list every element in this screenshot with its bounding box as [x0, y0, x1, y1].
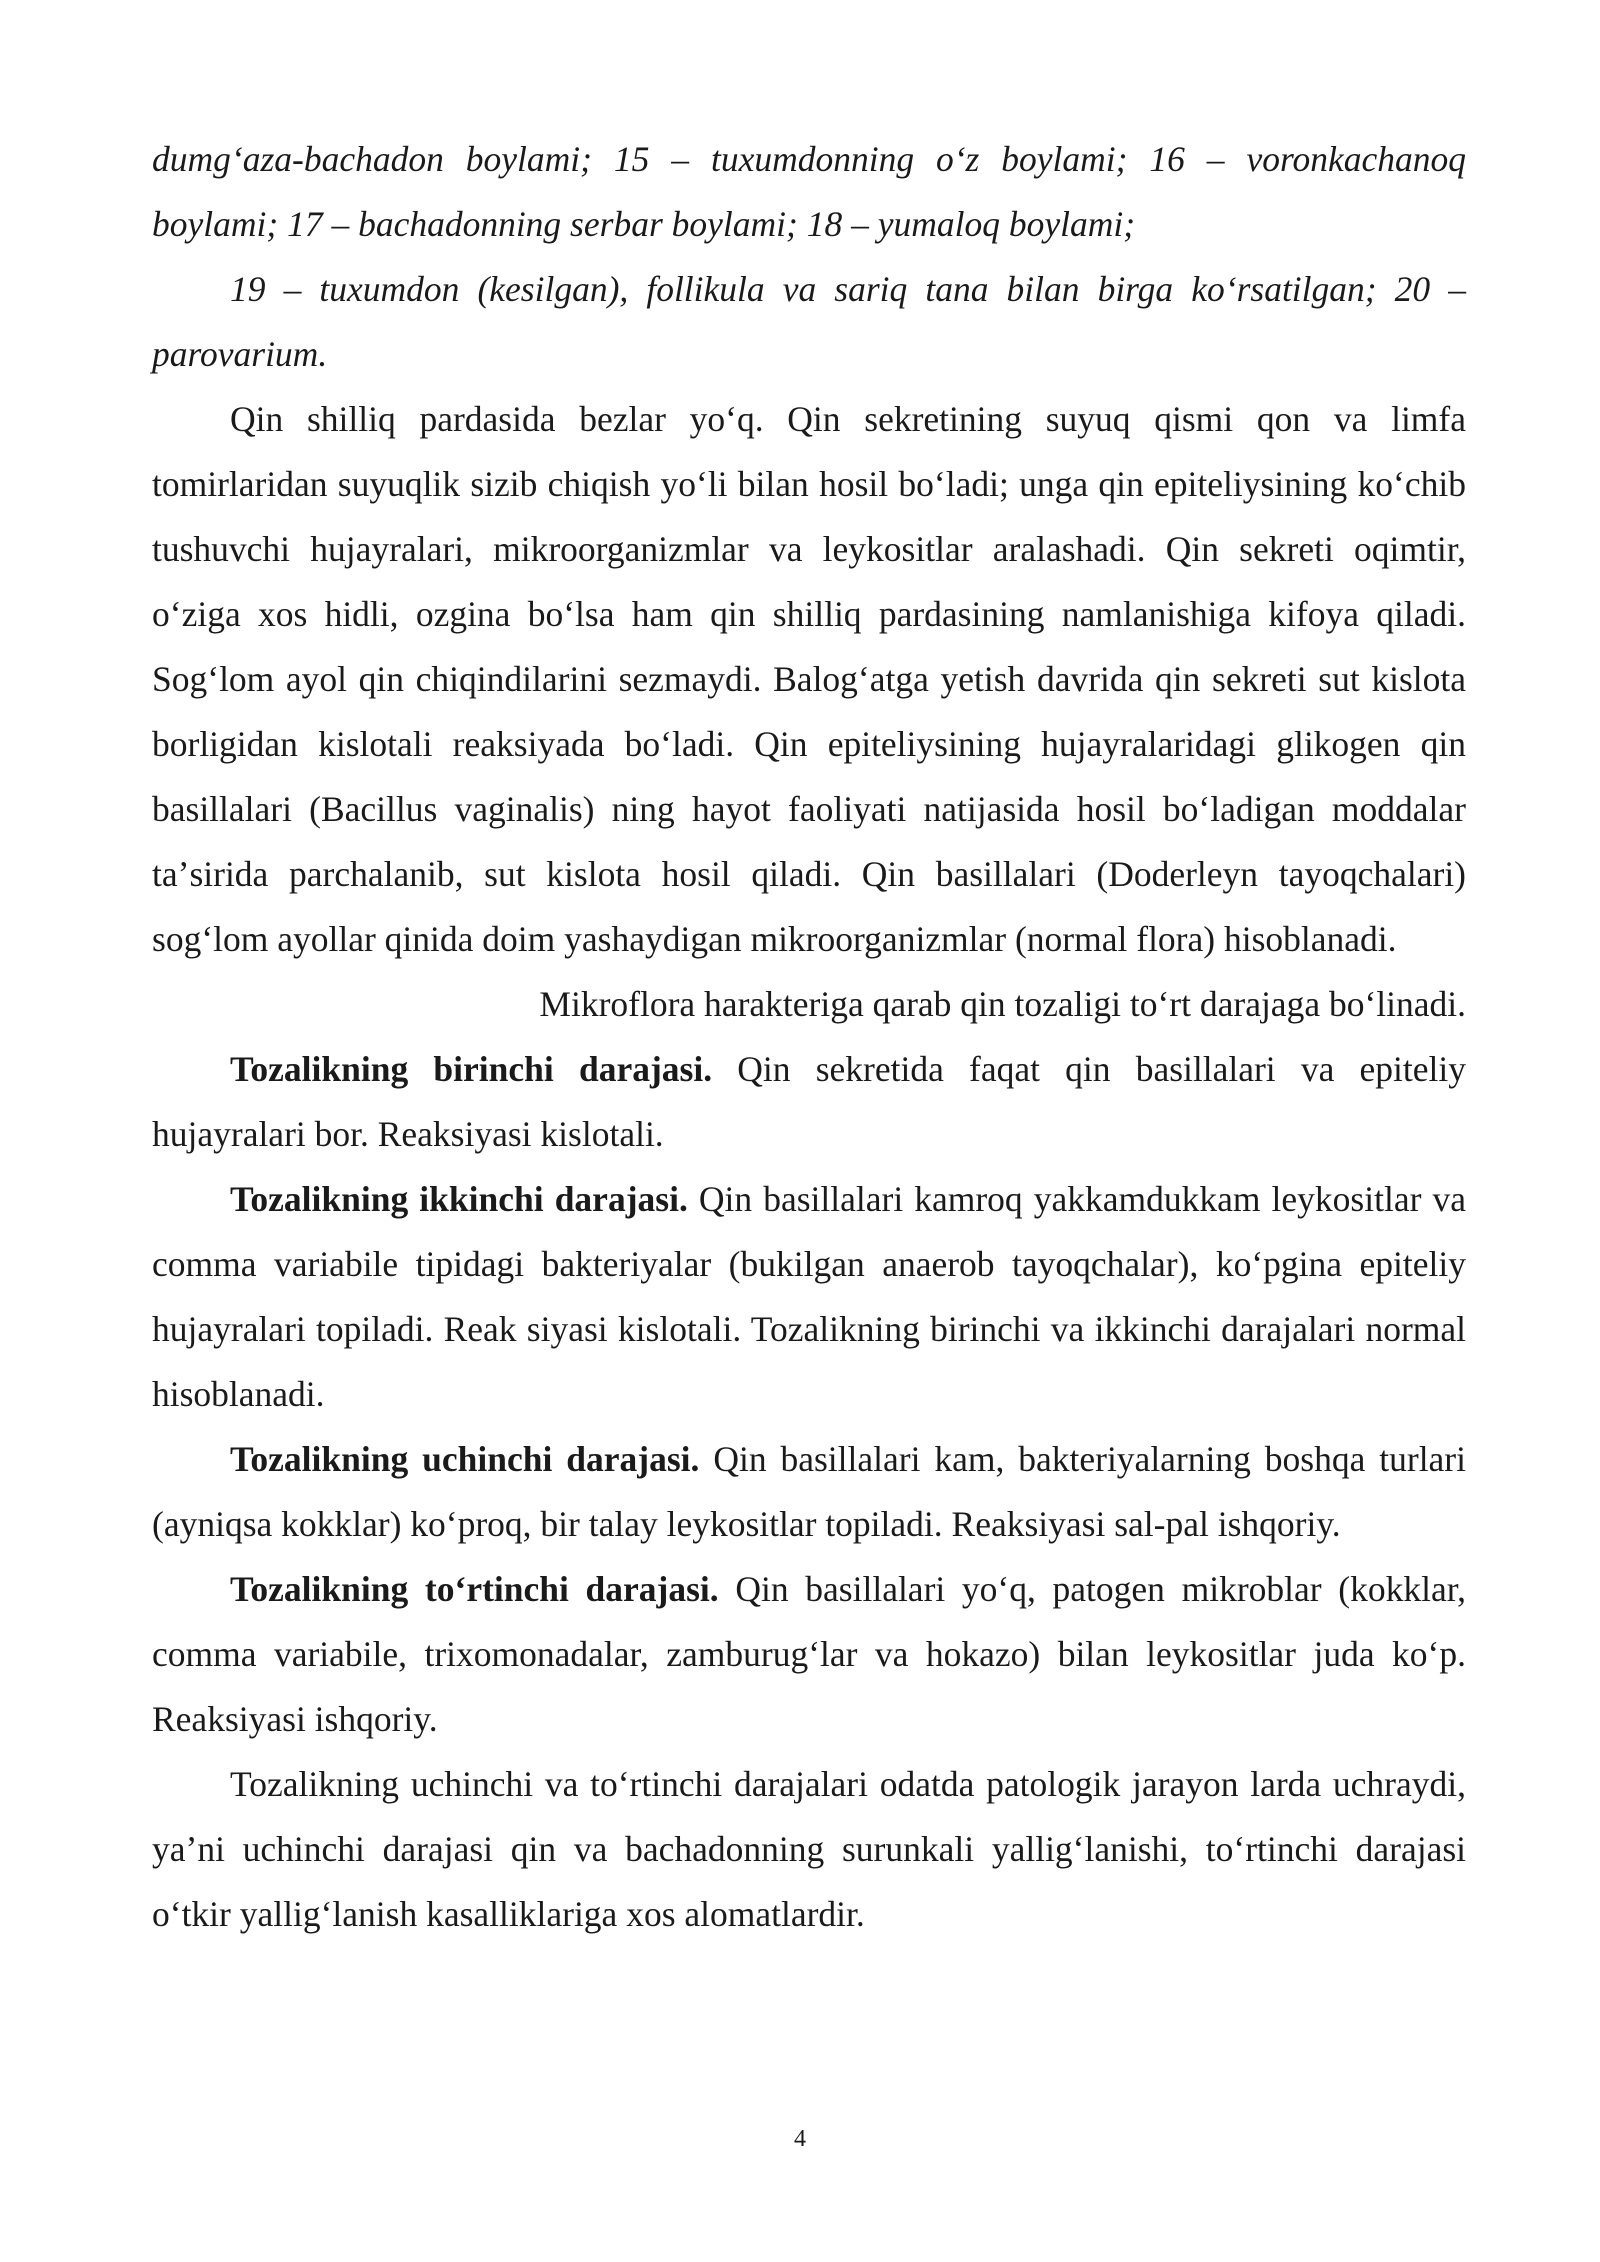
figure-caption-end: 19 – tuxumdon (kesilgan), follikula va sariq tana bilan birga koʻrsatilgan; 20 – parovarium. — [152, 269, 1466, 374]
document-page — [152, 127, 1466, 1947]
degree-4-text: Qin basillalari yoʻq, patogen mikroblar (kokklar, comma variabile, trixomonadalar, zamburugʻlar va hokazo) bilan leykositlar juda koʻp. Reaksiyasi ishqoriy. — [152, 1569, 1466, 1739]
paragraph-degree-2 — [152, 1167, 1466, 1427]
degree-2-title: Tozalikning ikkinchi darajasi. — [230, 1179, 688, 1219]
degree-1-text: Qin sekretida faqat qin basillalari va epiteliy hujayralari bor. Reaksiyasi kislotali. — [152, 1049, 1467, 1154]
degree-3-title: Tozalikning uchinchi darajasi. — [230, 1439, 700, 1479]
page-number: 4 — [794, 2126, 806, 2152]
degree-2-text: Qin basillalari kamroq yakkamdukkam leykositlar va comma variabile tipidagi bakteriyalar (bukilgan anaerob tayoqchalar), koʻpgina epiteliy hujayralari topiladi. Reak siyasi kislotali. Tozalikning birinchi va ikkinchi darajalari normal hisoblanadi. — [152, 1179, 1466, 1414]
figure-caption-continued: dumgʻaza-bachadon boylami; 15 – tuxumdonning oʻz boylami; 16 – voronkachanoq boylami; 17 – bachadonning serbar boylami; 18 – yumaloq boylami; — [152, 139, 1466, 244]
paragraph-conclusion: Tozalikning uchinchi va toʻrtinchi darajalari odatda patologik jarayon larda uchraydi, yaʼni uchinchi darajasi qin va bachadonning surunkali yalligʻlanishi, toʻrtinchi darajasi oʻtkir yalligʻlanish kasalliklariga xos alomatlardir. — [152, 1764, 1466, 1934]
paragraph-vaginal-secretion: Qin shilliq pardasida bezlar yoʻq. Qin sekretining suyuq qismi qon va limfa tomirlaridan suyuqlik sizib chiqish yoʻli bilan hosil boʻladi; unga qin epiteliysining koʻchib tushuvchi hujayralari, mikroorganizmlar va leykositlar aralashadi. Qin sekreti oqimtir, oʻziga xos hidli, ozgina boʻlsa ham qin shilliq pardasining namlanishiga kifoya qiladi. Sogʻlom ayol qin chiqindilarini sezmaydi. Balogʻatga yetish davrida qin sekreti sut kislota borligidan kislotali reaksiyada boʻladi. Qin epiteliysining hujayralaridagi glikogen qin basillalari (Bacillus vaginalis) ning hayot faoliyati natijasida hosil boʻladigan moddalar taʼsirida parchalanib, sut kislota hosil qiladi. Qin basillalari (Doderleyn tayoqchalari) sogʻlom ayollar qinida doim yashaydigan mikroorganizmlar (normal flora) hisoblanadi. — [152, 399, 1466, 959]
paragraph-degree-1 — [152, 1037, 1466, 1167]
paragraph-degree-3 — [152, 1427, 1466, 1557]
degree-4-title: Tozalikning toʻrtinchi darajasi. — [230, 1569, 719, 1609]
paragraph-purity-degrees-intro: Mikroflora harakteriga qarab qin tozaligi toʻrt darajaga boʻlinadi. — [539, 984, 1466, 1024]
paragraph-degree-4 — [152, 1557, 1466, 1752]
degree-1-title: Tozalikning birinchi darajasi. — [230, 1049, 713, 1089]
degree-3-text: Qin basillalari kam, bakteriyalarning boshqa turlari (ayniqsa kokklar) koʻproq, bir talay leykositlar topiladi. Reaksiyasi sal-pal ishqoriy. — [152, 1439, 1466, 1544]
